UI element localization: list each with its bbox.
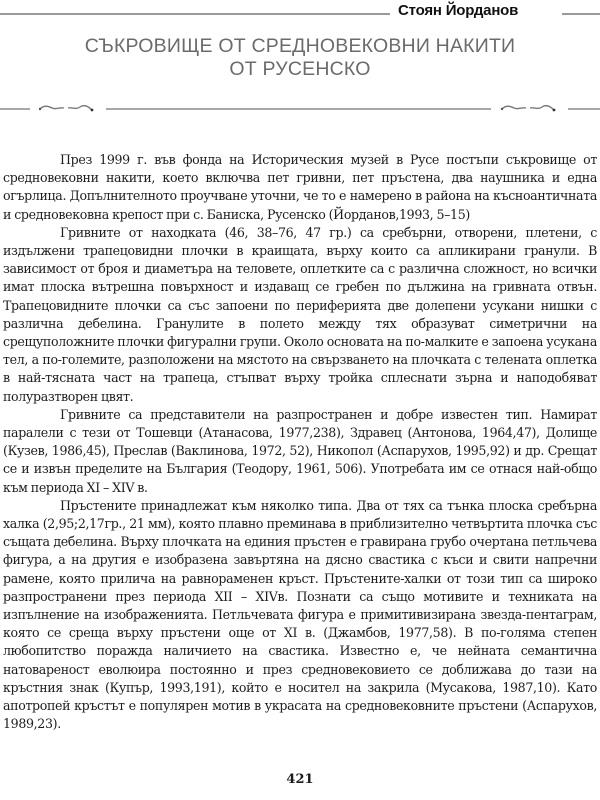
flourish-ornament-icon bbox=[500, 101, 556, 115]
article-title-line-2: ОТ РУСЕНСКО bbox=[229, 58, 371, 80]
divider-rule-left bbox=[0, 108, 30, 110]
header-rule-left bbox=[0, 13, 390, 15]
divider-rule-center bbox=[106, 108, 491, 110]
flourish-ornament-icon bbox=[38, 101, 94, 115]
paragraph-2: Гривните от находката (46, 38–76, 47 гр.) са сребърни, отворени, плетени, с издължени трапецовидни плочки в краищата, върху които са апликирани гранули. В зависимост от броя и диаметъра на теловете, оплетките са с различна сложност, но всички имат плоска вътрешна повърхност и издаващ се гребен по дължина на гривната отвън. Трапецовидните плочки са със запоени по периферията две долепени усукани нишки с различна дебелина. Гранулите в полето между тях образуват симетрични на срещуположните плочки фигурални групи. Около основата на по-малките е запоена усукана тел, а по-големите, разположени на мястото на свързването на плочката с телената оплетка в най-тясната част на трапеца, стъпват върху тройка сплеснати зърна и наподобяват полуразтворен цвят. bbox=[3, 224, 597, 404]
running-header bbox=[0, 0, 600, 26]
paragraph-3: Гривните са представители на разпространен и добре известен тип. Намират паралели с тези от Тошевци (Атанасова, 1977,238), Здравец (Антонова, 1964,47), Долище (Кузев, 1986,45), Преслав (Ваклинова, 1972, 52), Никопол (Аспарухов, 1995,92) и др. Срещат се и извън пределите на България (Теодору, 1961, 506). Употребата им се отнася най-общо към периода XI – XIV в. bbox=[3, 406, 597, 495]
article-body bbox=[3, 151, 597, 734]
article-title bbox=[0, 35, 600, 81]
divider-rule-right bbox=[568, 108, 600, 110]
article-title-line-1: СЪКРОВИЩЕ ОТ СРЕДНОВЕКОВНИ НАКИТИ bbox=[84, 35, 516, 57]
paragraph-1: През 1999 г. във фонда на Историческия музей в Русе постъпи съкровище от средновековни накити, което включва пет гривни, пет пръстена, два наушника и една огърлица. Допълнителното проучване уточни, че то е намерено в района на късноантичната и средновековна крепост при с. Баниска, Русенско (Йорданов,1993, 5–15) bbox=[3, 152, 597, 222]
title-divider bbox=[0, 101, 600, 115]
page-number: 421 bbox=[286, 772, 314, 787]
paragraph-4: Пръстените принадлежат към няколко типа. Два от тях са тънка плоска сребърна халка (2,95;2,17гр., 21 мм), която плавно преминава в приблизително четвъртита плочка със същата дебелина. Върху плочката на единия пръстен е гравирана грубо очертана петльчева фигура, а на другия е изобразена завъртяна на дясно свастика с къси и свити напречни рамене, която прилича на равнораменен кръст. Пръстените-халки от този тип са широко разпространени през периода XII – XIVв. Познати са също мотивите и техниката на изпълнение на изображенията. Петльчевата фигура е примитивизирана звезда-пентаграм, която се среща върху пръстени още от XI в. (Джамбов, 1977,58). В по-голяма степен любопитство поражда наличието на свастика. Известно е, че нейната семантична натовареност еволюира постоянно и през средновековието се доближава до тази на кръстния знак (Купър, 1993,191), който е носител на закрила (Мусакова, 1987,10). Като апотропей кръстът е популярен мотив в украсата на средновековните пръстени (Аспарухов, 1989,23). bbox=[3, 497, 597, 732]
running-header-author: Стоян Йорданов bbox=[398, 2, 519, 19]
header-rule-right bbox=[562, 13, 600, 15]
